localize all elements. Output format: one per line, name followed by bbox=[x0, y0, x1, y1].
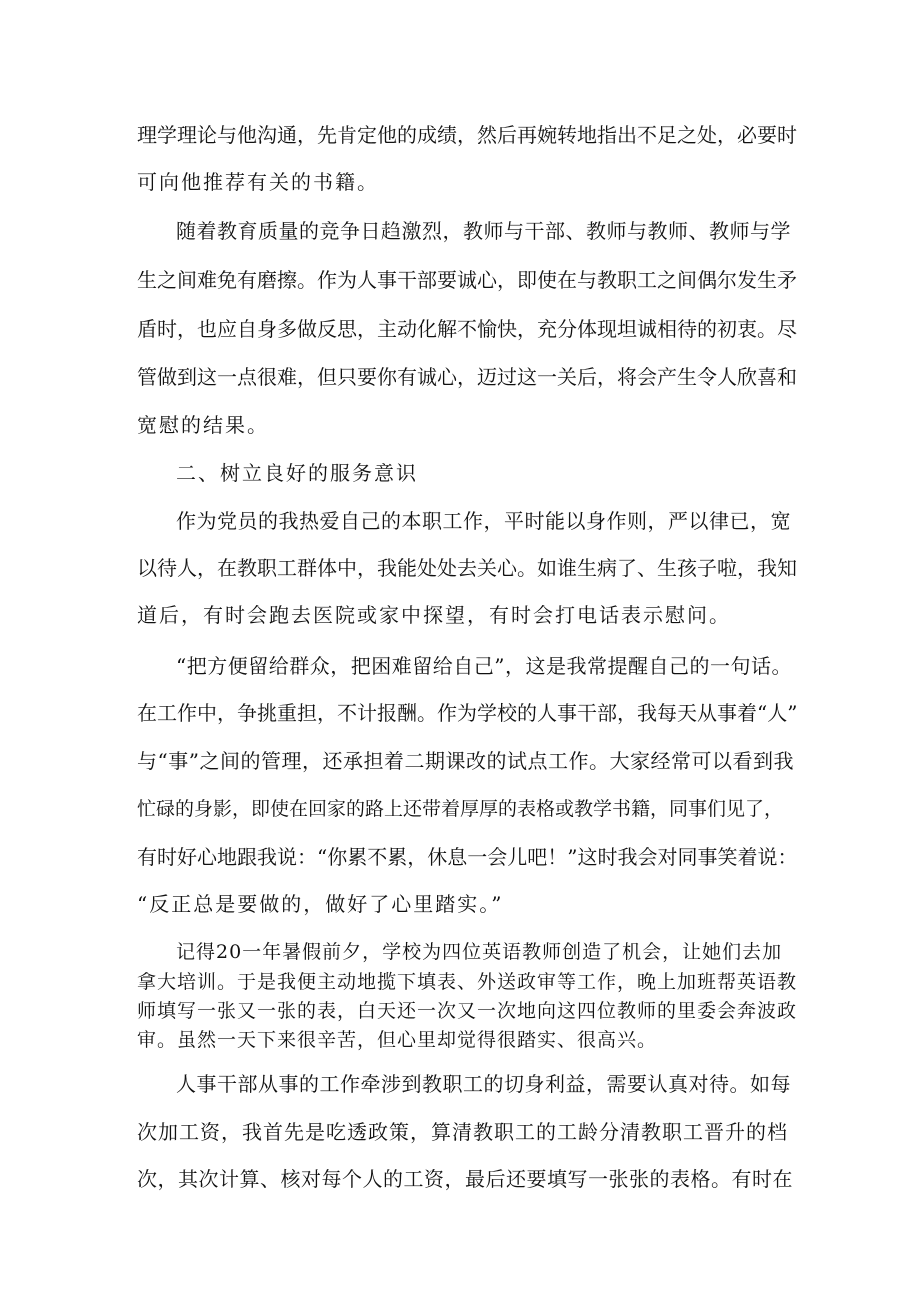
text-line: 可向他推荐有关的书籍。 bbox=[137, 170, 379, 194]
text-line: 有时好心地跟我说：“你累不累，休息一会儿吧！”这时我会对同事笑着说： bbox=[137, 845, 798, 869]
text-line: 记得20一年暑假前夕，学校为四位英语教师创造了机会，让她们去加 bbox=[176, 941, 783, 963]
text-line: “把方便留给群众，把困难留给自己”，这是我常提醒自己的一句话。 bbox=[176, 654, 792, 678]
text-line: 作为党员的我热爱自己的本职工作，平时能以身作则，严以律已，宽 bbox=[176, 509, 791, 533]
text-line: 次，其次计算、核对每个人的工资，最后还要填写一张张的表格。有时在 bbox=[137, 1167, 793, 1191]
text-line: 拿大培训。于是我便主动地揽下填表、外送政审等工作，晚上加班帮英语教 bbox=[137, 971, 798, 993]
section-heading: 二、树立良好的服务意识 bbox=[176, 461, 418, 485]
text-line: 审。虽然一天下来很辛苦，但心里却觉得很踏实、很高兴。 bbox=[137, 1029, 658, 1051]
text-line: 次加工资，我首先是吃透政策，算清教职工的工龄分清教职工晋升的档 bbox=[137, 1120, 788, 1144]
text-line: 管做到这一点很难，但只要你有诚心，迈过这一关后，将会产生令人欣喜和 bbox=[137, 365, 797, 389]
text-line: 人事干部从事的工作牵涉到教职工的切身利益，需要认真对待。如每 bbox=[176, 1072, 791, 1096]
text-line: 宽慰的结果。 bbox=[137, 413, 269, 437]
text-line: 在工作中，争挑重担，不计报酬。作为学校的人事干部，我每天从事着“人” bbox=[137, 701, 798, 725]
text-line: 盾时，也应自身多做反思，主动化解不愉快，充分体现坦诚相待的初衷。尽 bbox=[137, 317, 797, 341]
text-line: “反正总是要做的，做好了心里踏实。” bbox=[137, 892, 504, 916]
text-line: 师填写一张又一张的表，白天还一次又一次地向这四位教师的里委会奔波政 bbox=[137, 1000, 798, 1022]
text-line: 忙碌的身影，即使在回家的路上还带着厚厚的表格或教学书籍，同事们见了， bbox=[137, 798, 784, 820]
text-line: 道后，有时会跑去医院或家中探望，有时会打电话表示慰问。 bbox=[137, 603, 731, 627]
text-line: 与“事”之间的管理，还承担着二期课改的试点工作。大家经常可以看到我 bbox=[137, 749, 794, 773]
text-line: 以待人，在教职工群体中，我能处处去关心。如谁生病了、生孩子啦，我知 bbox=[137, 556, 797, 580]
text-line: 生之间难免有磨擦。作为人事干部要诚心，即使在与教职工之间偶尔发生矛 bbox=[137, 268, 797, 292]
text-line: 理学理论与他沟通，先肯定他的成绩，然后再婉转地指出不足之处，必要时 bbox=[137, 123, 797, 147]
text-line: 随着教育质量的竞争日趋激烈，教师与干部、教师与教师、教师与学 bbox=[176, 219, 791, 243]
